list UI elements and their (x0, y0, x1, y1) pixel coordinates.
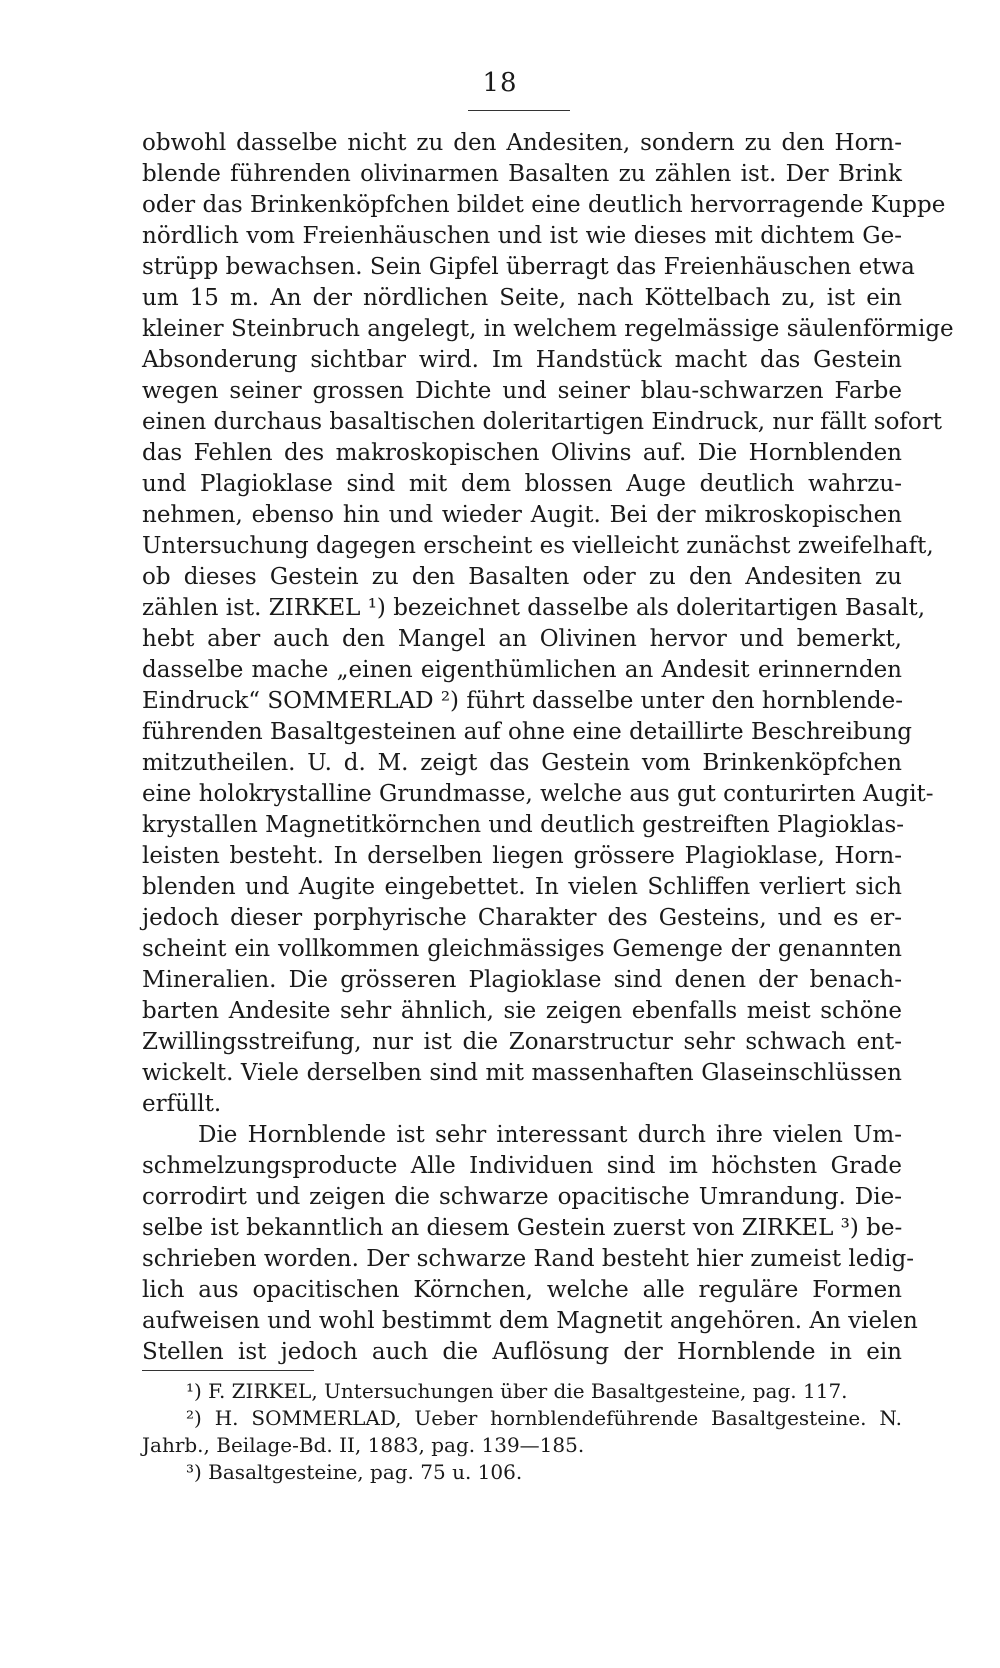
text-line: lich aus opacitischen Körnchen, welche alle reguläre Formen (142, 1277, 902, 1303)
body-text (142, 128, 954, 1368)
text-line: hebt aber auch den Mangel an Olivinen hervor und bemerkt, (142, 626, 902, 652)
text-line: corrodirt und zeigen die schwarze opacitische Umrandung. Die- (142, 1184, 902, 1210)
text-line: Untersuchung dagegen erscheint es vielleicht zunächst zweifelhaft, (142, 533, 934, 559)
text-line: selbe ist bekanntlich an diesem Gestein zuerst von ZIRKEL ³) be- (142, 1215, 903, 1241)
text-line: erfüllt. (142, 1091, 222, 1117)
text-line: barten Andesite sehr ähnlich, sie zeigen ebenfalls meist schöne (142, 998, 902, 1024)
text-line: strüpp bewachsen. Sein Gipfel überragt das Freienhäuschen etwa (142, 254, 915, 280)
text-line: obwohl dasselbe nicht zu den Andesiten, sondern zu den Horn- (142, 130, 902, 156)
text-line: jedoch dieser porphyrische Charakter des Gesteins, und es er- (142, 905, 902, 931)
text-line: blende führenden olivinarmen Basalten zu zählen ist. Der Brink (142, 161, 902, 187)
text-line: krystallen Magnetitkörnchen und deutlich gestreiften Plagioklas- (142, 812, 905, 838)
text-line: um 15 m. An der nördlichen Seite, nach Köttelbach zu, ist ein (142, 285, 902, 311)
text-line: nehmen, ebenso hin und wieder Augit. Bei der mikroskopischen (142, 502, 902, 528)
footnote-rule (142, 1370, 314, 1371)
page-number: 18 (482, 68, 518, 98)
text-line: Zwillingsstreifung, nur ist die Zonarstructur sehr schwach ent- (142, 1029, 902, 1055)
text-line: mitzutheilen. U. d. M. zeigt das Gestein vom Brinkenköpfchen (142, 750, 902, 776)
footnote-line: ³) Basaltgesteine, pag. 75 u. 106. (186, 1460, 523, 1484)
footnote-line: Jahrb., Beilage-Bd. II, 1883, pag. 139—185. (142, 1433, 585, 1457)
text-line: schmelzungsproducte Alle Individuen sind im höchsten Grade (142, 1153, 902, 1179)
text-line: leisten besteht. In derselben liegen grössere Plagioklase, Horn- (142, 843, 902, 869)
text-line: kleiner Steinbruch angelegt, in welchem regelmässige säulenförmige (142, 316, 954, 342)
text-line: das Fehlen des makroskopischen Olivins auf. Die Hornblenden (142, 440, 902, 466)
footnotes (142, 1378, 902, 1486)
text-line: Absonderung sichtbar wird. Im Handstück macht das Gestein (142, 347, 902, 373)
text-line: eine holokrystalline Grundmasse, welche aus gut conturirten Augit- (142, 781, 934, 807)
text-line: schrieben worden. Der schwarze Rand besteht hier zumeist ledig- (142, 1246, 914, 1272)
text-line: führenden Basaltgesteinen auf ohne eine detaillirte Beschreibung (142, 719, 913, 745)
text-line: dasselbe mache „einen eigenthümlichen an Andesit erinnernden (142, 657, 902, 683)
footnote-line: ¹) F. ZIRKEL, Untersuchungen über die Basaltgesteine, pag. 117. (186, 1379, 848, 1403)
text-line: wickelt. Viele derselben sind mit massenhaften Glaseinschlüssen (142, 1060, 902, 1086)
text-line: wegen seiner grossen Dichte und seiner blau-schwarzen Farbe (142, 378, 902, 404)
text-line: oder das Brinkenköpfchen bildet eine deutlich hervorragende Kuppe (142, 192, 946, 218)
text-line: aufweisen und wohl bestimmt dem Magnetit angehören. An vielen (142, 1308, 918, 1334)
text-line: Stellen ist jedoch auch die Auflösung der Hornblende in ein (142, 1339, 902, 1365)
text-line: ob dieses Gestein zu den Basalten oder zu den Andesiten zu (142, 564, 902, 590)
footnote-line: ²) H. SOMMERLAD, Ueber hornblendeführende Basaltgesteine. N. (186, 1406, 902, 1430)
header-rule (468, 110, 570, 111)
text-line: und Plagioklase sind mit dem blossen Auge deutlich wahrzu- (142, 471, 902, 497)
text-line: einen durchaus basaltischen doleritartigen Eindruck, nur fällt sofort (142, 409, 943, 435)
text-line: Mineralien. Die grösseren Plagioklase sind denen der benach- (142, 967, 902, 993)
text-line: zählen ist. ZIRKEL ¹) bezeichnet dasselbe als doleritartigen Basalt, (142, 595, 926, 621)
text-line: Die Hornblende ist sehr interessant durch ihre vielen Um- (198, 1122, 902, 1148)
text-line: blenden und Augite eingebettet. In vielen Schliffen verliert sich (142, 874, 902, 900)
text-line: nördlich vom Freienhäuschen und ist wie dieses mit dichtem Ge- (142, 223, 902, 249)
text-line: Eindruck“ SOMMERLAD ²) führt dasselbe unter den hornblende- (142, 688, 903, 714)
text-line: scheint ein vollkommen gleichmässiges Gemenge der genannten (142, 936, 902, 962)
